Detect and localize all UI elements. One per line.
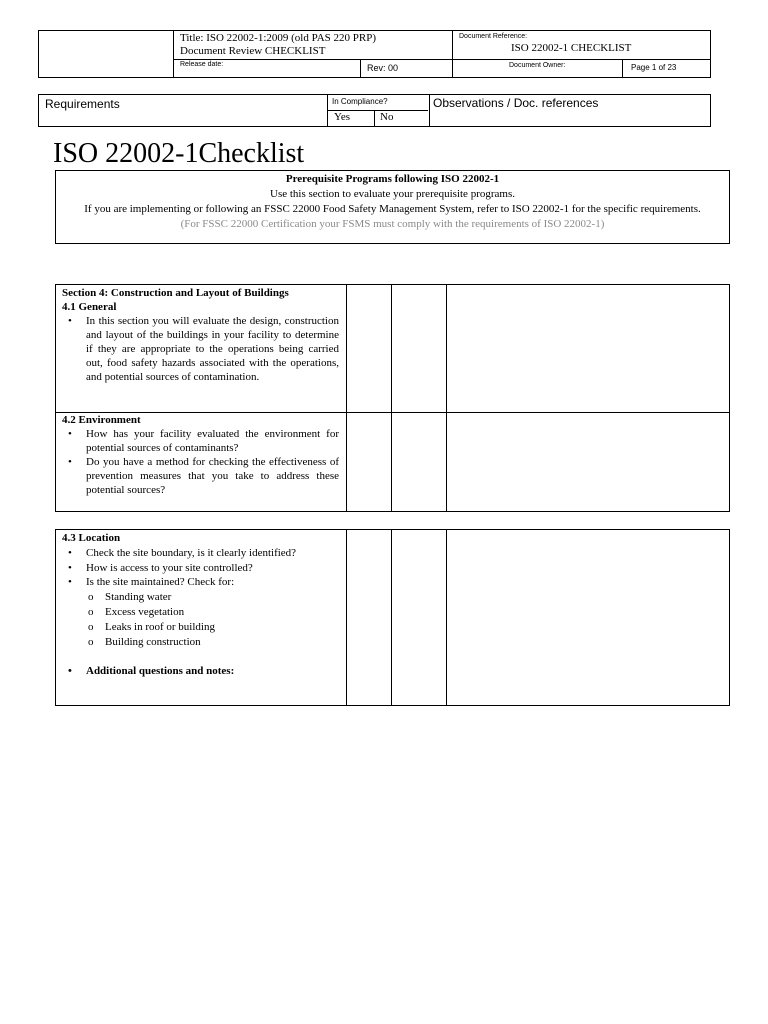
logo-cell — [39, 31, 174, 78]
yes-column-line — [346, 530, 347, 705]
rev-cell — [361, 60, 453, 78]
location-item-2: • How is access to your site controlled? — [62, 561, 342, 576]
no-column-line — [391, 285, 392, 511]
page-title: ISO 22002-1Checklist — [53, 138, 305, 169]
release-cell — [174, 60, 361, 78]
environment-item-1: • How has your facility evaluated the environment for potential sources of contaminants? — [62, 427, 339, 455]
section-4-title: Section 4: Construction and Layout of Buildings — [62, 287, 289, 299]
prereq-line-3: (For FSSC 22000 Certification your FSMS must comply with the requirements of ISO 22002-1) — [180, 218, 605, 230]
location-heading: 4.3 Location — [62, 532, 121, 544]
title-cell — [174, 31, 453, 60]
location-table — [55, 529, 730, 706]
release-label: Release date: — [180, 61, 224, 68]
requirements-label: Requirements — [45, 97, 120, 111]
prereq-line-2: If you are implementing or following an FSSC 22000 Food Safety Management System, refer to ISO 22002-1 for the specific requirements. — [84, 203, 701, 215]
location-item-1: • Check the site boundary, is it clearly identified? — [62, 546, 342, 561]
no-column-line — [391, 530, 392, 705]
compliance-cell — [327, 95, 430, 126]
observations-column-line — [446, 285, 447, 511]
prereq-line-1: Use this section to evaluate your prerequisite programs. — [270, 188, 515, 200]
general-item: • In this section you will evaluate the design, construction and layout of the buildings in your facility to determine if they are appropriate to the operations being carried out, food safety hazards associated with the operations, and potential sources of contamination. — [62, 314, 339, 384]
observations-label: Observations / Doc. references — [433, 96, 599, 110]
doc-ref-cell — [453, 31, 711, 60]
doc-ref-label: Document Reference: — [459, 33, 528, 40]
environment-heading: 4.2 Environment — [62, 414, 141, 426]
environment-item-2: • Do you have a method for checking the effectiveness of prevention measures that you take to address these potential sources? — [62, 455, 339, 497]
requirements-bar — [38, 94, 711, 127]
environment-cell — [62, 413, 339, 497]
owner-label: Document Owner: — [509, 62, 566, 69]
general-cell — [62, 286, 339, 384]
yes-label: Yes — [334, 111, 351, 123]
title-line-1: Title: ISO 22002-1:2009 (old PAS 220 PRP) — [180, 32, 377, 44]
location-subitem-2: o Excess vegetation — [62, 605, 342, 620]
location-cell — [62, 531, 342, 679]
doc-ref-value: ISO 22002-1 CHECKLIST — [511, 42, 632, 54]
title-line-2: Document Review CHECKLIST — [180, 45, 326, 57]
location-item-3: • Is the site maintained? Check for: — [62, 575, 342, 590]
page-label: Page 1 of 23 — [631, 63, 677, 72]
rev-label: Rev: 00 — [367, 63, 399, 73]
document-header — [38, 30, 711, 78]
yes-no-divider — [374, 110, 375, 126]
prereq-heading: Prerequisite Programs following ISO 22002-1 — [285, 173, 500, 185]
yes-column-line — [346, 285, 347, 511]
page-cell — [623, 60, 711, 78]
observations-column-line — [446, 530, 447, 705]
location-subitem-3: o Leaks in roof or building — [62, 620, 342, 635]
general-heading: 4.1 General — [62, 301, 117, 313]
additional-notes-label: • Additional questions and notes: — [62, 664, 342, 679]
location-subitem-4: o Building construction — [62, 635, 342, 650]
in-compliance-label: In Compliance? — [332, 97, 388, 106]
no-label: No — [380, 111, 394, 123]
location-subitem-1: o Standing water — [62, 590, 342, 605]
prerequisite-box — [55, 170, 730, 244]
owner-cell — [453, 60, 623, 78]
section-4-table — [55, 284, 730, 512]
